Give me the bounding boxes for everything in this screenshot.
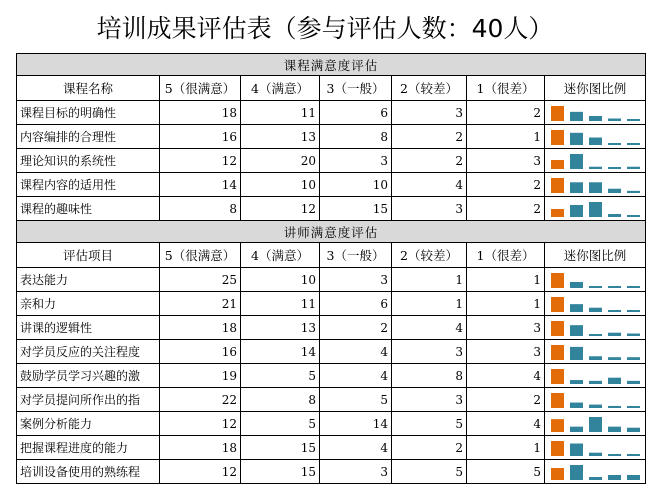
table-row	[17, 436, 646, 460]
rating-count: 2	[392, 125, 467, 149]
sparkline-bar	[608, 405, 621, 407]
rating-count: 2	[467, 173, 545, 197]
rating-count: 2	[467, 388, 545, 412]
rating-count: 10	[241, 268, 320, 292]
rating-count: 4	[467, 364, 545, 388]
rating-count: 13	[241, 125, 320, 149]
sparkline-bar	[570, 205, 583, 217]
sparkline-cell	[545, 149, 646, 173]
rating-count: 12	[160, 149, 241, 173]
rating-count: 3	[467, 149, 545, 173]
table-row	[17, 173, 646, 197]
sparkline-bar	[627, 286, 640, 288]
row-label: 对学员提问所作出的指	[17, 388, 160, 412]
table-row	[17, 149, 646, 173]
sparkline-chart	[548, 437, 643, 459]
course-section-title: 课程满意度评估	[17, 54, 646, 76]
rating-count: 3	[392, 340, 467, 364]
column-header: 5（很满意）	[160, 76, 241, 101]
rating-count: 2	[467, 101, 545, 125]
row-label: 课程内容的适用性	[17, 173, 160, 197]
row-label: 内容编排的合理性	[17, 125, 160, 149]
sparkline-chart	[548, 126, 643, 148]
sparkline-bar	[627, 310, 640, 312]
table-row	[17, 268, 646, 292]
column-header: 3（一般）	[320, 76, 392, 101]
sparkline-chart	[548, 389, 643, 411]
sparkline-bar	[608, 454, 621, 456]
sparkline-bar	[608, 475, 621, 480]
sparkline-bar	[551, 178, 564, 193]
sparkline-bar	[570, 426, 583, 431]
column-header: 1（很差）	[467, 243, 545, 268]
rating-count: 14	[160, 173, 241, 197]
page-title: 培训成果评估表（参与评估人数：40人）	[96, 14, 554, 43]
sparkline-bar	[627, 190, 640, 192]
trainer-section-title: 讲师满意度评估	[17, 221, 646, 243]
sparkline-bar	[570, 402, 583, 407]
rating-count: 4	[320, 340, 392, 364]
sparkline-cell	[545, 364, 646, 388]
rating-count: 8	[320, 125, 392, 149]
sparkline-bar	[608, 188, 621, 192]
sparkline-bar	[589, 182, 602, 193]
rating-count: 3	[467, 316, 545, 340]
rating-count: 5	[241, 364, 320, 388]
table-row	[17, 316, 646, 340]
rating-count: 1	[467, 125, 545, 149]
sparkline-bar	[570, 304, 583, 312]
rating-count: 16	[160, 340, 241, 364]
column-header: 1（很差）	[467, 76, 545, 101]
table-row	[17, 388, 646, 412]
sparkline-bar	[589, 286, 602, 288]
sparkline-bar	[551, 209, 564, 217]
table-row	[17, 364, 646, 388]
sparkline-chart	[548, 269, 643, 291]
sparkline-bar	[627, 333, 640, 336]
row-label: 课程的趣味性	[17, 197, 160, 221]
rating-count: 22	[160, 388, 241, 412]
sparkline-bar	[608, 310, 621, 312]
table-row	[17, 292, 646, 316]
rating-count: 12	[241, 197, 320, 221]
sparkline-chart	[548, 341, 643, 363]
rating-count: 1	[467, 268, 545, 292]
table-row	[17, 125, 646, 149]
column-header: 课程名称	[17, 76, 160, 101]
sparkline-bar	[551, 273, 564, 288]
trainer-section-header	[17, 221, 646, 243]
rating-count: 3	[320, 460, 392, 484]
rating-count: 1	[467, 436, 545, 460]
rating-count: 5	[320, 388, 392, 412]
rating-count: 8	[392, 364, 467, 388]
rating-count: 1	[392, 268, 467, 292]
sparkline-cell	[545, 197, 646, 221]
rating-count: 5	[467, 460, 545, 484]
rating-count: 3	[467, 340, 545, 364]
rating-count: 2	[392, 436, 467, 460]
rating-count: 18	[160, 316, 241, 340]
sparkline-bar	[589, 166, 602, 168]
sparkline-bar	[570, 325, 583, 336]
row-label: 鼓励学员学习兴趣的激	[17, 364, 160, 388]
rating-count: 14	[241, 340, 320, 364]
sparkline-bar	[627, 357, 640, 360]
rating-count: 11	[241, 292, 320, 316]
rating-count: 18	[160, 436, 241, 460]
rating-count: 6	[320, 292, 392, 316]
rating-count: 21	[160, 292, 241, 316]
sparkline-bar	[627, 380, 640, 383]
column-header: 4（满意）	[241, 243, 320, 268]
sparkline-bar	[551, 106, 564, 121]
sparkline-bar	[627, 427, 640, 431]
course-section-header	[17, 54, 646, 76]
sparkline-bar	[608, 214, 621, 217]
sparkline-bar	[589, 452, 602, 455]
column-header: 迷你图比例	[545, 243, 646, 268]
sparkline-cell	[545, 268, 646, 292]
row-label: 课程目标的明确性	[17, 101, 160, 125]
sparkline-chart	[548, 365, 643, 387]
rating-count: 3	[392, 388, 467, 412]
sparkline-bar	[608, 377, 621, 383]
rating-count: 25	[160, 268, 241, 292]
rating-count: 6	[320, 101, 392, 125]
sparkline-bar	[551, 321, 564, 336]
sparkline-bar	[570, 465, 583, 480]
sparkline-bar	[570, 346, 583, 359]
sparkline-bar	[608, 143, 621, 145]
column-header: 3（一般）	[320, 243, 392, 268]
column-header: 迷你图比例	[545, 76, 646, 101]
sparkline-chart	[548, 461, 643, 483]
table-row	[17, 197, 646, 221]
sparkline-bar	[551, 345, 564, 360]
sparkline-cell	[545, 292, 646, 316]
row-label: 表达能力	[17, 268, 160, 292]
rating-count: 1	[392, 292, 467, 316]
sparkline-bar	[570, 111, 583, 120]
rating-count: 4	[392, 173, 467, 197]
sparkline-bar	[570, 443, 583, 456]
sparkline-bar	[589, 404, 602, 407]
rating-count: 3	[392, 101, 467, 125]
sparkline-bar	[570, 154, 583, 169]
table-row	[17, 460, 646, 484]
sparkline-bar	[551, 297, 564, 312]
sparkline-chart	[548, 198, 643, 220]
sparkline-bar	[551, 160, 564, 169]
sparkline-bar	[589, 137, 602, 145]
rating-count: 8	[160, 197, 241, 221]
rating-count: 18	[160, 101, 241, 125]
sparkline-cell	[545, 125, 646, 149]
rating-count: 14	[320, 412, 392, 436]
sparkline-bar	[627, 166, 640, 168]
rating-count: 1	[467, 292, 545, 316]
sparkline-chart	[548, 413, 643, 435]
course-column-headers	[17, 76, 646, 101]
sparkline-cell	[545, 412, 646, 436]
sparkline-chart	[548, 150, 643, 172]
sparkline-bar	[608, 357, 621, 360]
rating-count: 5	[241, 412, 320, 436]
sparkline-chart	[548, 174, 643, 196]
sparkline-bar	[551, 369, 564, 384]
rating-count: 13	[241, 316, 320, 340]
sparkline-bar	[551, 468, 564, 480]
sparkline-bar	[570, 182, 583, 193]
sparkline-chart	[548, 102, 643, 124]
sparkline-bar	[589, 334, 602, 336]
sparkline-bar	[589, 477, 602, 480]
rating-count: 20	[241, 149, 320, 173]
sparkline-bar	[608, 167, 621, 169]
row-label: 亲和力	[17, 292, 160, 316]
sparkline-bar	[627, 119, 640, 121]
rating-count: 12	[160, 412, 241, 436]
column-header: 2（较差）	[392, 76, 467, 101]
rating-count: 2	[467, 197, 545, 221]
sparkline-cell	[545, 436, 646, 460]
column-header: 4（满意）	[241, 76, 320, 101]
rating-count: 8	[241, 388, 320, 412]
rating-count: 4	[392, 316, 467, 340]
sparkline-bar	[551, 130, 564, 145]
row-label: 理论知识的系统性	[17, 149, 160, 173]
rating-count: 12	[160, 460, 241, 484]
column-header: 2（较差）	[392, 243, 467, 268]
sparkline-bar	[589, 380, 602, 383]
rating-count: 2	[392, 149, 467, 173]
sparkline-cell	[545, 316, 646, 340]
rating-count: 4	[320, 436, 392, 460]
sparkline-bar	[589, 116, 602, 121]
table-row	[17, 340, 646, 364]
sparkline-bar	[627, 406, 640, 408]
sparkline-bar	[570, 282, 583, 288]
rating-count: 15	[241, 460, 320, 484]
column-header: 评估项目	[17, 243, 160, 268]
rating-count: 3	[392, 197, 467, 221]
sparkline-bar	[570, 132, 583, 144]
sparkline-bar	[551, 393, 564, 408]
sparkline-cell	[545, 460, 646, 484]
sparkline-bar	[608, 332, 621, 335]
sparkline-bar	[551, 419, 564, 432]
sparkline-bar	[627, 215, 640, 217]
sparkline-chart	[548, 317, 643, 339]
sparkline-bar	[589, 356, 602, 360]
rating-count: 10	[241, 173, 320, 197]
row-label: 培训设备使用的熟练程	[17, 460, 160, 484]
rating-count: 4	[467, 412, 545, 436]
row-label: 讲课的逻辑性	[17, 316, 160, 340]
rating-count: 15	[320, 197, 392, 221]
column-header: 5（很满意）	[160, 243, 241, 268]
rating-count: 10	[320, 173, 392, 197]
sparkline-bar	[608, 286, 621, 288]
rating-count: 11	[241, 101, 320, 125]
sparkline-bar	[608, 426, 621, 431]
rating-count: 15	[241, 436, 320, 460]
sparkline-bar	[627, 454, 640, 456]
rating-count: 19	[160, 364, 241, 388]
sparkline-bar	[589, 417, 602, 432]
table-row	[17, 101, 646, 125]
rating-count: 3	[320, 268, 392, 292]
evaluation-table	[16, 53, 646, 484]
rating-count: 2	[320, 316, 392, 340]
trainer-column-headers	[17, 243, 646, 268]
rating-count: 5	[392, 412, 467, 436]
sparkline-bar	[627, 475, 640, 480]
rating-count: 16	[160, 125, 241, 149]
table-row	[17, 412, 646, 436]
sparkline-bar	[551, 441, 564, 456]
row-label: 案例分析能力	[17, 412, 160, 436]
sparkline-bar	[589, 202, 602, 217]
rating-count: 5	[392, 460, 467, 484]
sparkline-cell	[545, 101, 646, 125]
rating-count: 3	[320, 149, 392, 173]
sparkline-cell	[545, 388, 646, 412]
sparkline-bar	[589, 307, 602, 311]
sparkline-bar	[608, 118, 621, 121]
sparkline-chart	[548, 293, 643, 315]
row-label: 把握课程进度的能力	[17, 436, 160, 460]
sparkline-bar	[627, 143, 640, 145]
rating-count: 4	[320, 364, 392, 388]
row-label: 对学员反应的关注程度	[17, 340, 160, 364]
sparkline-cell	[545, 340, 646, 364]
sparkline-bar	[570, 380, 583, 384]
sparkline-cell	[545, 173, 646, 197]
